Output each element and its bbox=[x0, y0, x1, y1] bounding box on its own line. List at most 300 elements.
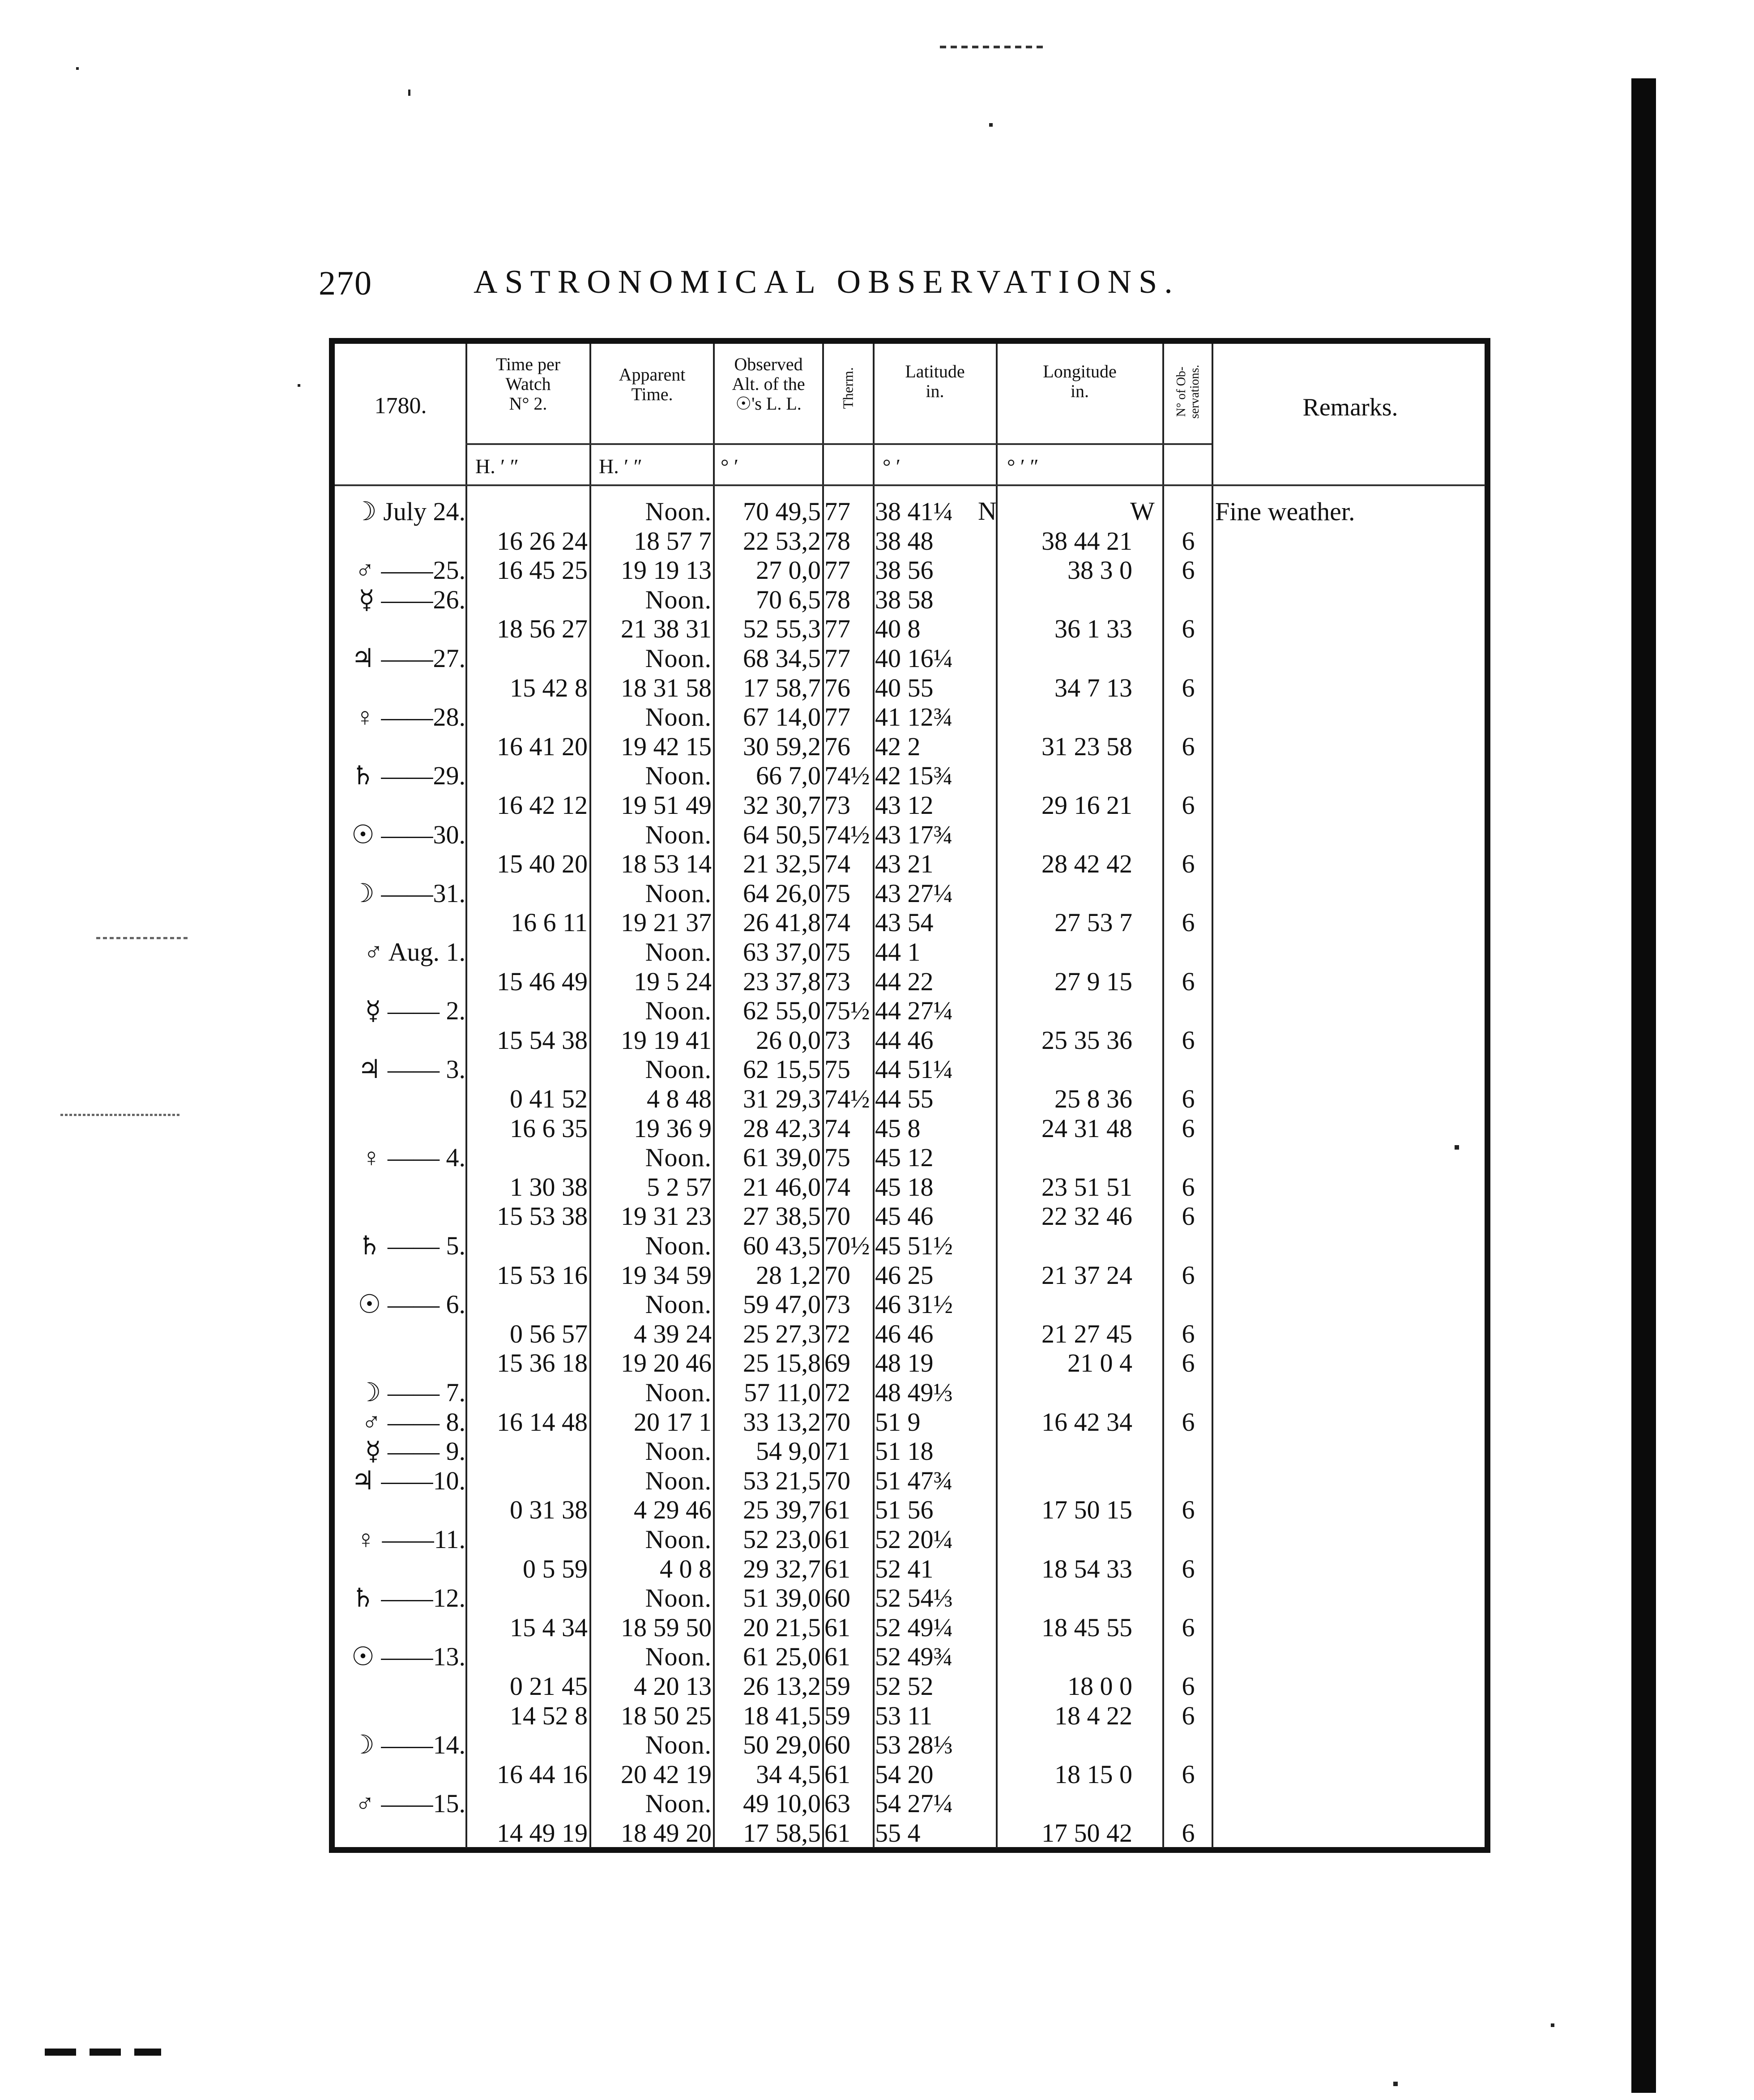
observed-altitude: 68 34,5 bbox=[743, 644, 821, 673]
table-row bbox=[0, 1261, 1754, 1290]
observation-count: 6 bbox=[1182, 673, 1195, 702]
thermometer: 73 bbox=[824, 1026, 850, 1055]
apparent-time: 4 29 46 bbox=[634, 1495, 712, 1524]
thermometer: 73 bbox=[824, 1290, 850, 1319]
longitude: 17 50 42 bbox=[1041, 1818, 1132, 1848]
table-row bbox=[0, 1672, 1754, 1701]
table-row bbox=[0, 1348, 1754, 1378]
table-row bbox=[0, 585, 1754, 615]
row-date: ☽ ——14. bbox=[351, 1730, 465, 1759]
thermometer: 61 bbox=[824, 1613, 850, 1642]
observed-altitude: 30 59,2 bbox=[743, 732, 821, 761]
thermometer: 74 bbox=[824, 849, 850, 878]
longitude: 25 35 36 bbox=[1041, 1026, 1132, 1055]
apparent-time: Noon. bbox=[645, 1466, 712, 1495]
table-row bbox=[0, 702, 1754, 732]
table-row bbox=[0, 1525, 1754, 1554]
table-row bbox=[0, 1202, 1754, 1231]
thermometer: 78 bbox=[824, 585, 850, 614]
longitude: 18 4 22 bbox=[1054, 1701, 1132, 1730]
thermometer: 76 bbox=[824, 673, 850, 702]
table-row bbox=[0, 996, 1754, 1026]
table-row bbox=[0, 1613, 1754, 1642]
row-date: ☽ —— 7. bbox=[358, 1378, 465, 1407]
observation-count: 6 bbox=[1182, 1613, 1195, 1642]
longitude: 36 1 33 bbox=[1054, 614, 1132, 643]
observed-altitude: 34 4,5 bbox=[756, 1760, 821, 1789]
thermometer: 63 bbox=[824, 1789, 850, 1818]
observed-altitude: 64 50,5 bbox=[743, 820, 821, 849]
latitude: 51 56 bbox=[875, 1495, 934, 1524]
watch-time: 15 4 34 bbox=[510, 1613, 588, 1642]
latitude: 42 2 bbox=[875, 732, 921, 761]
observed-altitude: 61 25,0 bbox=[743, 1642, 821, 1671]
observation-count: 6 bbox=[1182, 526, 1195, 556]
longitude: 16 42 34 bbox=[1041, 1407, 1132, 1437]
row-date: ♃ ——27. bbox=[351, 644, 465, 673]
thermometer: 75 bbox=[824, 937, 850, 967]
table-row bbox=[0, 556, 1754, 585]
apparent-time: Noon. bbox=[645, 996, 712, 1025]
apparent-time: Noon. bbox=[645, 1583, 712, 1612]
apparent-time: 19 51 49 bbox=[621, 791, 712, 820]
latitude: 53 11 bbox=[875, 1701, 933, 1730]
table-row bbox=[0, 1084, 1754, 1114]
longitude: 22 32 46 bbox=[1041, 1202, 1132, 1231]
longitude: 28 42 42 bbox=[1041, 849, 1132, 878]
observed-altitude: 27 38,5 bbox=[743, 1202, 821, 1231]
apparent-time: Noon. bbox=[645, 1143, 712, 1172]
apparent-time: Noon. bbox=[645, 1730, 712, 1759]
apparent-time: 21 38 31 bbox=[621, 614, 712, 643]
apparent-time: 19 21 37 bbox=[621, 908, 712, 937]
observation-count: 6 bbox=[1182, 556, 1195, 585]
table-row bbox=[0, 1818, 1754, 1848]
row-date: ☿ —— 2. bbox=[365, 996, 465, 1025]
row-date: ♂ ——25. bbox=[355, 556, 465, 585]
latitude: 52 52 bbox=[875, 1672, 934, 1701]
observation-count: 6 bbox=[1182, 614, 1195, 643]
row-date: ☿ ——26. bbox=[358, 585, 465, 614]
thermometer: 71 bbox=[824, 1437, 850, 1466]
header-rule bbox=[335, 484, 1485, 486]
latitude: 40 16¼ bbox=[875, 644, 953, 673]
table-row bbox=[0, 1437, 1754, 1466]
observed-altitude: 32 30,7 bbox=[743, 791, 821, 820]
apparent-time: Noon. bbox=[645, 585, 712, 614]
header-remarks: Remarks. bbox=[1302, 393, 1398, 421]
apparent-time: Noon. bbox=[645, 1231, 712, 1260]
apparent-time: 5 2 57 bbox=[647, 1172, 712, 1202]
observation-count: 6 bbox=[1182, 849, 1195, 878]
observed-altitude: 53 21,5 bbox=[743, 1466, 821, 1495]
table-row bbox=[0, 820, 1754, 850]
observed-altitude: 70 6,5 bbox=[756, 585, 821, 614]
table-row bbox=[0, 1495, 1754, 1525]
apparent-time: 19 19 41 bbox=[621, 1026, 712, 1055]
latitude: 43 21 bbox=[875, 849, 934, 878]
observed-altitude: 17 58,5 bbox=[743, 1818, 821, 1848]
latitude: 54 20 bbox=[875, 1760, 934, 1789]
thermometer: 74 bbox=[824, 908, 850, 937]
observed-altitude: 21 46,0 bbox=[743, 1172, 821, 1202]
thermometer: 75½ bbox=[824, 996, 870, 1025]
table-row bbox=[0, 908, 1754, 937]
longitude: 23 51 51 bbox=[1041, 1172, 1132, 1202]
apparent-time: 19 20 46 bbox=[621, 1348, 712, 1377]
watch-time: 15 46 49 bbox=[497, 967, 588, 996]
watch-time: 15 54 38 bbox=[497, 1026, 588, 1055]
thermometer: 69 bbox=[824, 1348, 850, 1377]
observation-count: 6 bbox=[1182, 1348, 1195, 1377]
latitude: 46 31½ bbox=[875, 1290, 953, 1319]
header-latitude: Latitude in. bbox=[905, 361, 965, 401]
observation-count: 6 bbox=[1182, 1760, 1195, 1789]
observed-altitude: 25 27,3 bbox=[743, 1319, 821, 1348]
latitude: 43 54 bbox=[875, 908, 934, 937]
thermometer: 77 bbox=[824, 702, 850, 731]
header-apparent-time: Apparent Time. bbox=[619, 364, 686, 404]
watch-time: 16 45 25 bbox=[497, 556, 588, 585]
latitude: 43 27¼ bbox=[875, 879, 953, 908]
row-date: ♂ ——15. bbox=[355, 1789, 465, 1818]
table-row bbox=[0, 1730, 1754, 1760]
unit-apparent: H. ′ ″ bbox=[599, 455, 642, 478]
row-date: ☿ —— 9. bbox=[365, 1437, 465, 1466]
thermometer: 70½ bbox=[824, 1231, 870, 1260]
row-date: ☉ ——13. bbox=[351, 1642, 465, 1671]
thermometer: 60 bbox=[824, 1730, 850, 1759]
thermometer: 77 bbox=[824, 556, 850, 585]
latitude: 51 18 bbox=[875, 1437, 934, 1466]
thermometer: 77 bbox=[824, 497, 850, 526]
unit-latitude: ° ′ bbox=[883, 455, 900, 478]
apparent-time: 19 19 13 bbox=[621, 556, 712, 585]
watch-time: 15 40 20 bbox=[497, 849, 588, 878]
apparent-time: 19 36 9 bbox=[634, 1114, 712, 1143]
observation-count: 6 bbox=[1182, 1319, 1195, 1348]
watch-time: 15 42 8 bbox=[510, 673, 588, 702]
longitude: 18 0 0 bbox=[1067, 1672, 1132, 1701]
watch-time: 0 56 57 bbox=[510, 1319, 588, 1348]
observed-altitude: 59 47,0 bbox=[743, 1290, 821, 1319]
row-date: ♄ ——29. bbox=[351, 761, 465, 790]
latitude: 45 18 bbox=[875, 1172, 934, 1202]
apparent-time: Noon. bbox=[645, 879, 712, 908]
latitude: 48 19 bbox=[875, 1348, 934, 1377]
table-row bbox=[0, 526, 1754, 556]
table-row bbox=[0, 1378, 1754, 1407]
thermometer: 78 bbox=[824, 526, 850, 556]
longitude: 27 53 7 bbox=[1054, 908, 1132, 937]
latitude: 52 20¼ bbox=[875, 1525, 953, 1554]
observed-altitude: 31 29,3 bbox=[743, 1084, 821, 1113]
latitude: 42 15¾ bbox=[875, 761, 953, 790]
thermometer: 61 bbox=[824, 1554, 850, 1583]
table-row bbox=[0, 967, 1754, 997]
longitude: 29 16 21 bbox=[1041, 791, 1132, 820]
table-row bbox=[0, 1466, 1754, 1496]
row-date: ☽ July 24. bbox=[353, 497, 465, 526]
observation-count: 6 bbox=[1182, 908, 1195, 937]
observed-altitude: 51 39,0 bbox=[743, 1583, 821, 1612]
observation-count: 6 bbox=[1182, 967, 1195, 996]
longitude: 38 3 0 bbox=[1067, 556, 1132, 585]
latitude: 44 46 bbox=[875, 1026, 934, 1055]
longitude-direction: W bbox=[1130, 496, 1155, 526]
thermometer: 74½ bbox=[824, 1084, 870, 1113]
latitude: 44 51¼ bbox=[875, 1055, 953, 1084]
latitude: 44 27¼ bbox=[875, 996, 953, 1025]
watch-time: 15 53 38 bbox=[497, 1202, 588, 1231]
latitude: 46 25 bbox=[875, 1261, 934, 1290]
apparent-time: 4 0 8 bbox=[660, 1554, 712, 1583]
observed-altitude: 21 32,5 bbox=[743, 849, 821, 878]
latitude: 45 8 bbox=[875, 1114, 921, 1143]
observation-count: 6 bbox=[1182, 1818, 1195, 1848]
observation-count: 6 bbox=[1182, 1701, 1195, 1730]
row-date: ♂ Aug. 1. bbox=[363, 937, 465, 967]
table-row bbox=[0, 1143, 1754, 1172]
observed-altitude: 70 49,5 bbox=[743, 497, 821, 526]
thermometer: 77 bbox=[824, 614, 850, 643]
table-row bbox=[0, 644, 1754, 673]
apparent-time: Noon. bbox=[645, 1055, 712, 1084]
latitude: 44 22 bbox=[875, 967, 934, 996]
observation-count: 6 bbox=[1182, 1495, 1195, 1524]
thermometer: 59 bbox=[824, 1701, 850, 1730]
table-row bbox=[0, 1407, 1754, 1437]
thermometer: 77 bbox=[824, 644, 850, 673]
apparent-time: Noon. bbox=[645, 1642, 712, 1671]
row-date: ♂ —— 8. bbox=[362, 1407, 465, 1437]
observed-altitude: 25 39,7 bbox=[743, 1495, 821, 1524]
observed-altitude: 61 39,0 bbox=[743, 1143, 821, 1172]
observed-altitude: 60 43,5 bbox=[743, 1231, 821, 1260]
observed-altitude: 26 13,2 bbox=[743, 1672, 821, 1701]
thermometer: 61 bbox=[824, 1818, 850, 1848]
longitude: 17 50 15 bbox=[1041, 1495, 1132, 1524]
scan-noise bbox=[45, 2049, 161, 2056]
table-row bbox=[0, 1055, 1754, 1084]
observed-altitude: 29 32,7 bbox=[743, 1554, 821, 1583]
thermometer: 70 bbox=[824, 1261, 850, 1290]
latitude: 45 46 bbox=[875, 1202, 934, 1231]
observed-altitude: 26 0,0 bbox=[756, 1026, 821, 1055]
unit-longitude: ° ′ ″ bbox=[1007, 455, 1039, 478]
thermometer: 76 bbox=[824, 732, 850, 761]
latitude: 53 28⅓ bbox=[875, 1730, 953, 1759]
watch-time: 16 41 20 bbox=[497, 732, 588, 761]
page-title: ASTRONOMICAL OBSERVATIONS. bbox=[474, 264, 1180, 300]
apparent-time: 19 5 24 bbox=[634, 967, 712, 996]
observation-count: 6 bbox=[1182, 1202, 1195, 1231]
apparent-time: Noon. bbox=[645, 1378, 712, 1407]
observation-count: 6 bbox=[1182, 1172, 1195, 1202]
observation-count: 6 bbox=[1182, 1026, 1195, 1055]
header-rule bbox=[465, 443, 1212, 445]
observation-count: 6 bbox=[1182, 1261, 1195, 1290]
scan-speck bbox=[1551, 2023, 1554, 2027]
thermometer: 74½ bbox=[824, 820, 870, 849]
observed-altitude: 52 55,3 bbox=[743, 614, 821, 643]
observed-altitude: 66 7,0 bbox=[756, 761, 821, 790]
apparent-time: 4 8 48 bbox=[647, 1084, 712, 1113]
watch-time: 16 14 48 bbox=[497, 1407, 588, 1437]
latitude: 52 49¾ bbox=[875, 1642, 953, 1671]
unit-observed: ° ′ bbox=[721, 455, 738, 478]
observed-altitude: 64 26,0 bbox=[743, 879, 821, 908]
table-row bbox=[0, 732, 1754, 761]
thermometer: 74 bbox=[824, 1114, 850, 1143]
watch-time: 0 5 59 bbox=[523, 1554, 588, 1583]
watch-time: 15 36 18 bbox=[497, 1348, 588, 1377]
row-date: ☽ ——31. bbox=[351, 879, 465, 908]
apparent-time: Noon. bbox=[645, 1789, 712, 1818]
latitude: 38 56 bbox=[875, 556, 934, 585]
row-date: ♃ —— 3. bbox=[358, 1055, 465, 1084]
table-row bbox=[0, 761, 1754, 791]
observed-altitude: 26 41,8 bbox=[743, 908, 821, 937]
apparent-time: Noon. bbox=[645, 1525, 712, 1554]
header-year: 1780. bbox=[374, 393, 427, 419]
observed-altitude: 17 58,7 bbox=[743, 673, 821, 702]
observation-count: 6 bbox=[1182, 1084, 1195, 1113]
latitude: 38 41¼ bbox=[875, 497, 953, 526]
thermometer: 70 bbox=[824, 1407, 850, 1437]
watch-time: 0 21 45 bbox=[510, 1672, 588, 1701]
longitude: 27 9 15 bbox=[1054, 967, 1132, 996]
latitude: 45 51½ bbox=[875, 1231, 953, 1260]
apparent-time: Noon. bbox=[645, 1290, 712, 1319]
observed-altitude: 63 37,0 bbox=[743, 937, 821, 967]
latitude: 44 1 bbox=[875, 937, 921, 967]
table-row bbox=[0, 879, 1754, 908]
header-longitude: Longitude in. bbox=[1043, 361, 1117, 401]
observation-count: 6 bbox=[1182, 1407, 1195, 1437]
page-number: 270 bbox=[319, 265, 372, 302]
watch-time: 16 44 16 bbox=[497, 1760, 588, 1789]
apparent-time: Noon. bbox=[645, 820, 712, 849]
observed-altitude: 62 55,0 bbox=[743, 996, 821, 1025]
apparent-time: Noon. bbox=[645, 761, 712, 790]
thermometer: 75 bbox=[824, 1143, 850, 1172]
thermometer: 61 bbox=[824, 1495, 850, 1524]
row-date: ☉ ——30. bbox=[351, 820, 465, 849]
table-row bbox=[0, 1231, 1754, 1261]
table-row bbox=[0, 1319, 1754, 1349]
thermometer: 72 bbox=[824, 1378, 850, 1407]
thermometer: 73 bbox=[824, 967, 850, 996]
scan-speck bbox=[408, 90, 410, 96]
apparent-time: Noon. bbox=[645, 497, 712, 526]
latitude: 38 58 bbox=[875, 585, 934, 614]
thermometer: 74 bbox=[824, 1172, 850, 1202]
watch-time: 14 52 8 bbox=[510, 1701, 588, 1730]
thermometer: 73 bbox=[824, 791, 850, 820]
table-row bbox=[0, 614, 1754, 644]
thermometer: 60 bbox=[824, 1583, 850, 1612]
scan-speck bbox=[1393, 2082, 1398, 2086]
observed-altitude: 25 15,8 bbox=[743, 1348, 821, 1377]
observed-altitude: 50 29,0 bbox=[743, 1730, 821, 1759]
apparent-time: Noon. bbox=[645, 702, 712, 731]
unit-watch: H. ′ ″ bbox=[475, 455, 519, 478]
watch-time: 15 53 16 bbox=[497, 1261, 588, 1290]
table-row bbox=[0, 1026, 1754, 1055]
thermometer: 59 bbox=[824, 1672, 850, 1701]
observed-altitude: 23 37,8 bbox=[743, 967, 821, 996]
table-row bbox=[0, 791, 1754, 820]
latitude: 43 12 bbox=[875, 791, 934, 820]
latitude-direction: N bbox=[978, 496, 997, 526]
latitude: 52 54⅓ bbox=[875, 1583, 953, 1612]
watch-time: 0 31 38 bbox=[510, 1495, 588, 1524]
longitude: 18 54 33 bbox=[1041, 1554, 1132, 1583]
latitude: 45 12 bbox=[875, 1143, 934, 1172]
observed-altitude: 62 15,5 bbox=[743, 1055, 821, 1084]
thermometer: 74½ bbox=[824, 761, 870, 790]
thermometer: 72 bbox=[824, 1319, 850, 1348]
observation-count: 6 bbox=[1182, 791, 1195, 820]
latitude: 51 47¾ bbox=[875, 1466, 953, 1495]
longitude: 25 8 36 bbox=[1054, 1084, 1132, 1113]
latitude: 52 41 bbox=[875, 1554, 934, 1583]
header-observed-altitude: Observed Alt. of the ☉'s L. L. bbox=[732, 354, 805, 414]
apparent-time: 18 31 58 bbox=[621, 673, 712, 702]
table-row bbox=[0, 1583, 1754, 1613]
observation-count: 6 bbox=[1182, 1114, 1195, 1143]
apparent-time: 18 57 7 bbox=[634, 526, 712, 556]
row-date: ☉ —— 6. bbox=[358, 1290, 465, 1319]
row-date: ♀ ——11. bbox=[356, 1525, 465, 1554]
observed-altitude: 57 11,0 bbox=[744, 1378, 821, 1407]
table-row bbox=[0, 1642, 1754, 1672]
watch-time: 16 6 11 bbox=[511, 908, 588, 937]
longitude: 31 23 58 bbox=[1041, 732, 1132, 761]
latitude: 38 48 bbox=[875, 526, 934, 556]
watch-time: 1 30 38 bbox=[510, 1172, 588, 1202]
row-date: ♄ —— 5. bbox=[358, 1231, 465, 1260]
observed-altitude: 67 14,0 bbox=[743, 702, 821, 731]
latitude: 55 4 bbox=[875, 1818, 921, 1848]
observed-altitude: 22 53,2 bbox=[743, 526, 821, 556]
latitude: 41 12¾ bbox=[875, 702, 953, 731]
scan-noise bbox=[940, 46, 1047, 48]
observation-count: 6 bbox=[1182, 1672, 1195, 1701]
apparent-time: 19 42 15 bbox=[621, 732, 712, 761]
watch-time: 16 26 24 bbox=[497, 526, 588, 556]
row-date: ♀ —— 4. bbox=[362, 1143, 465, 1172]
thermometer: 61 bbox=[824, 1760, 850, 1789]
thermometer: 61 bbox=[824, 1642, 850, 1671]
row-date: ♀ ——28. bbox=[355, 702, 465, 731]
thermometer: 75 bbox=[824, 879, 850, 908]
table-row bbox=[0, 849, 1754, 879]
longitude: 34 7 13 bbox=[1054, 673, 1132, 702]
table-row bbox=[0, 1554, 1754, 1584]
table-row bbox=[0, 1701, 1754, 1731]
watch-time: 18 56 27 bbox=[497, 614, 588, 643]
remark: Fine weather. bbox=[1215, 497, 1355, 526]
table-row bbox=[0, 1290, 1754, 1319]
observed-altitude: 28 42,3 bbox=[743, 1114, 821, 1143]
table-row bbox=[0, 1172, 1754, 1202]
longitude: 18 15 0 bbox=[1054, 1760, 1132, 1789]
latitude: 48 49⅓ bbox=[875, 1378, 953, 1407]
longitude: 38 44 21 bbox=[1041, 526, 1132, 556]
observed-altitude: 52 23,0 bbox=[743, 1525, 821, 1554]
